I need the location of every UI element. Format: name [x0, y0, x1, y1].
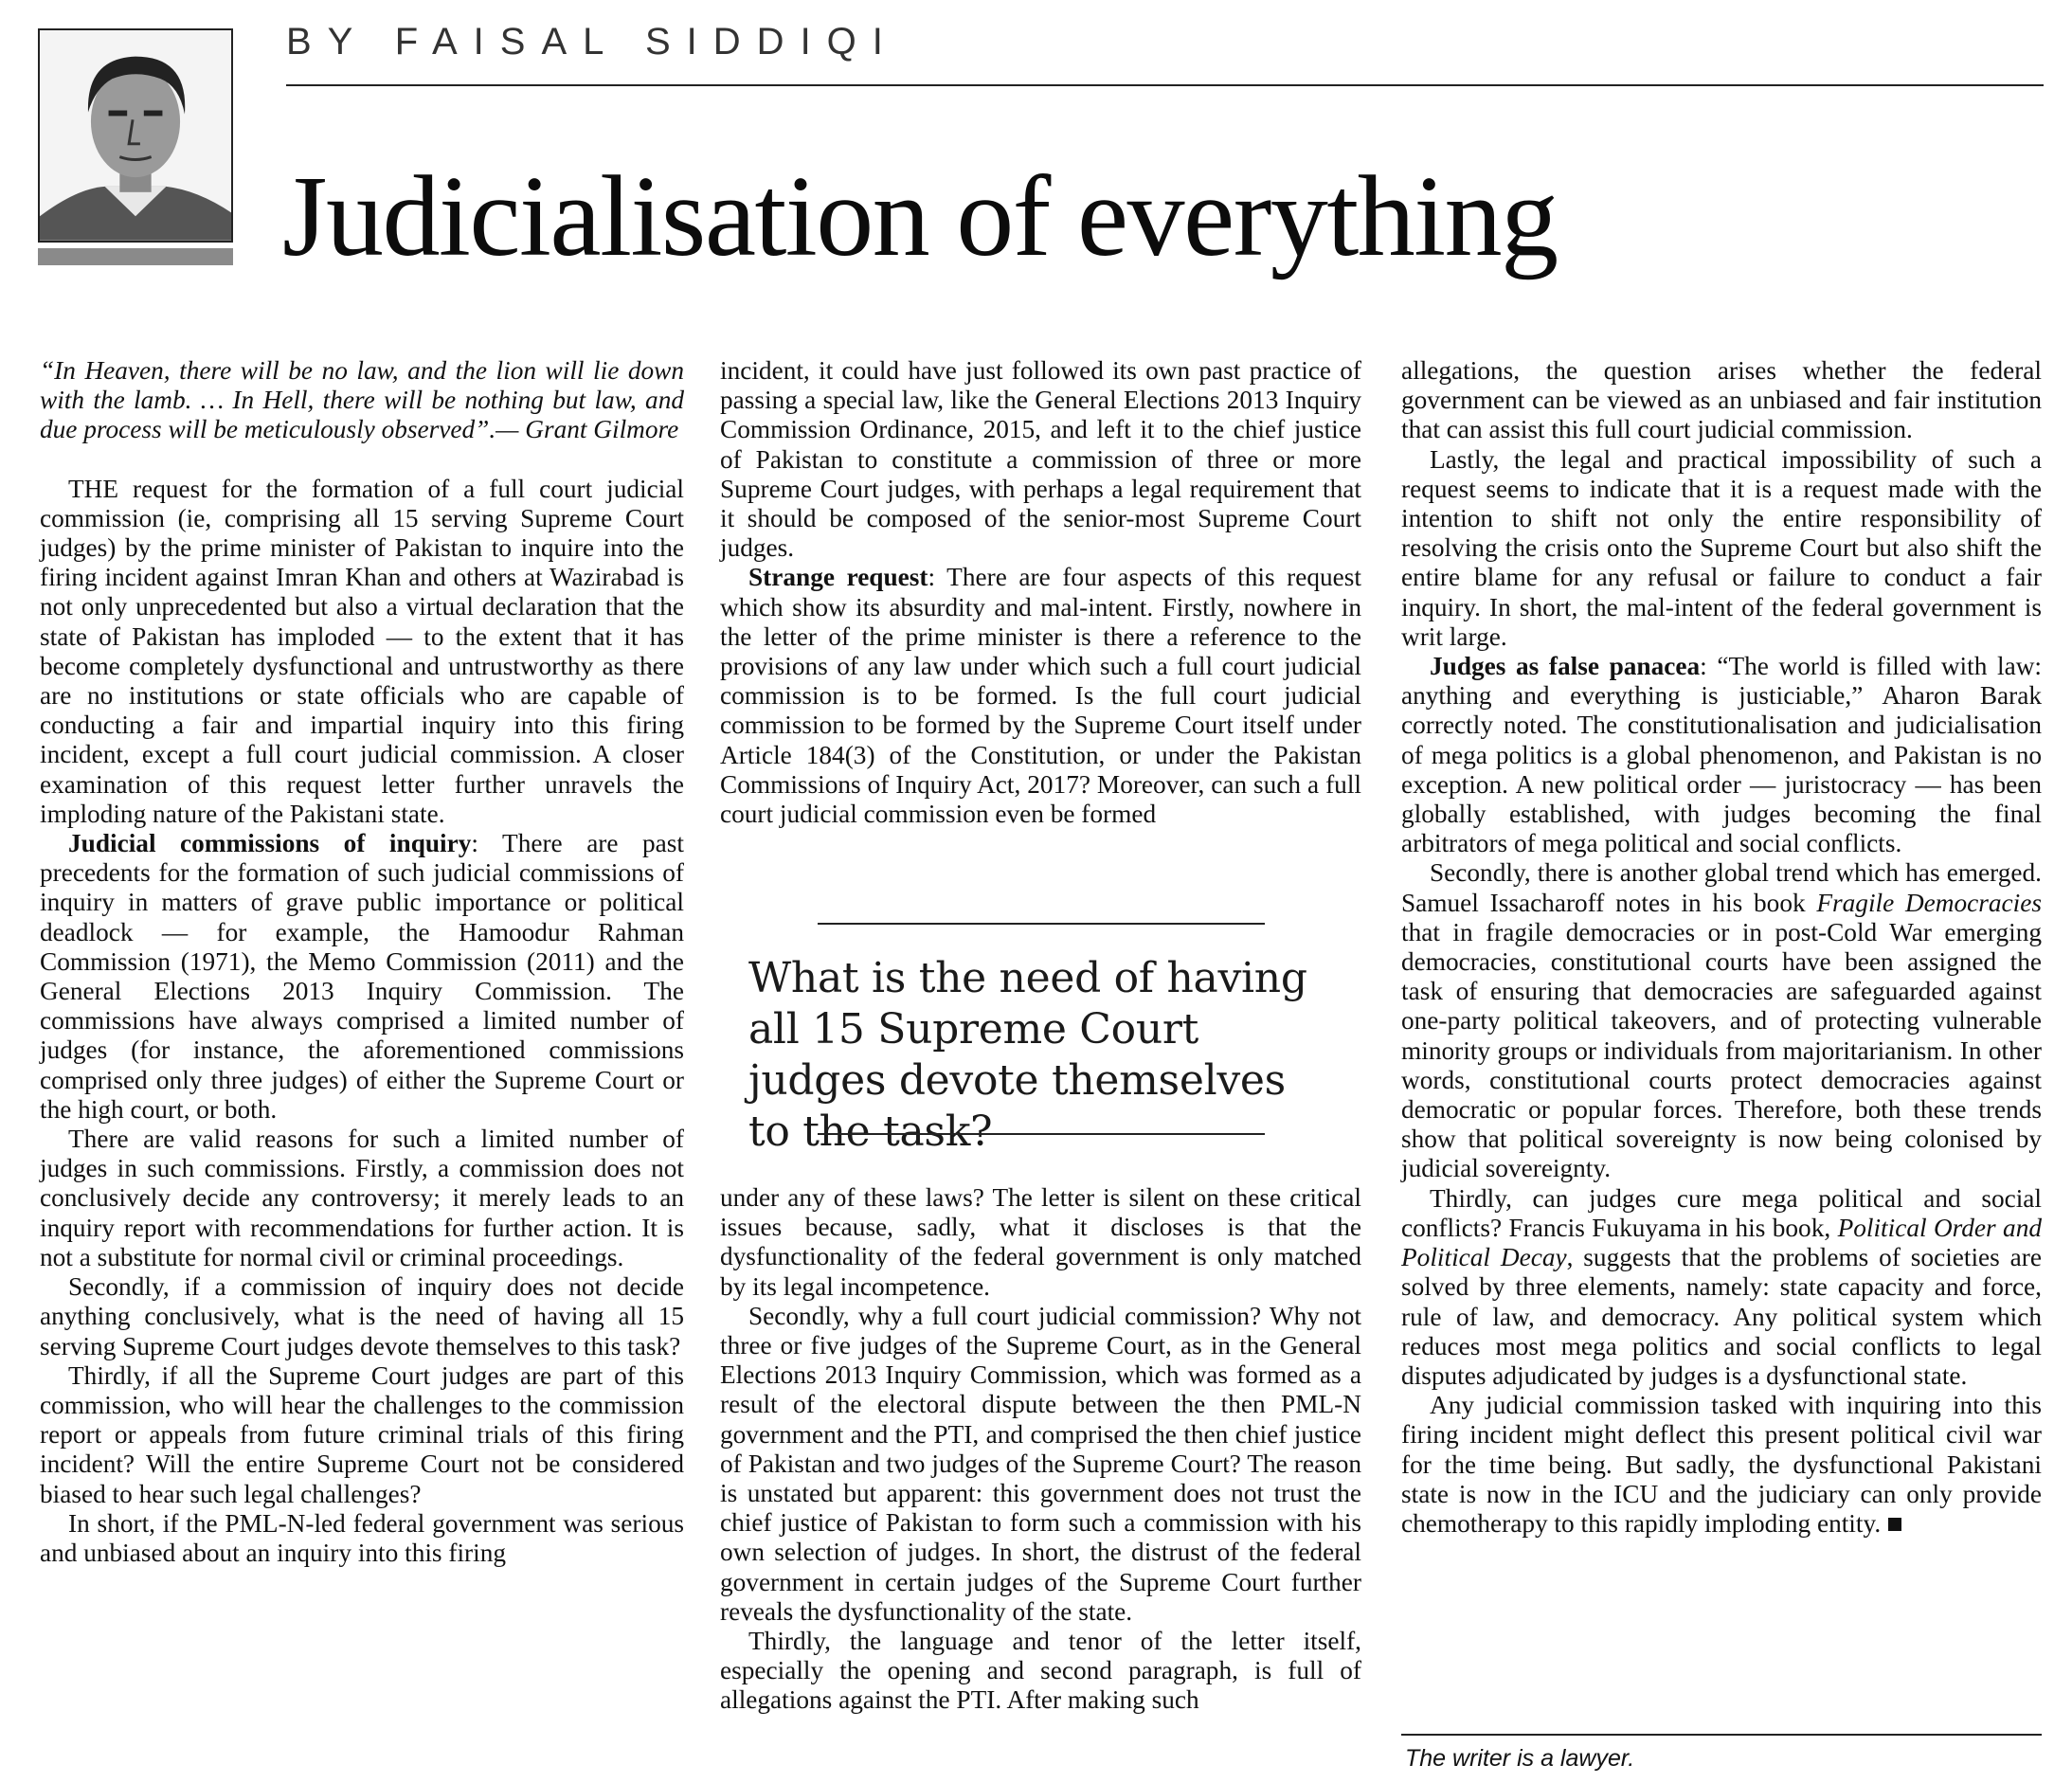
column-2-top	[720, 356, 1361, 829]
paragraph-text: : “The world is filled with law: anything and everything is justiciable,” Aharon Barak correctly noted. The constitutionalisation and judicialisation of mega politics is a global phenomenon, and Pakistan is no exception. A new political order — juristocracy — has been globally established, with judges becoming the final arbitrators of mega political and social conflicts.	[1401, 652, 2042, 858]
pull-quote: What is the need of having all 15 Supreme Court judges devote themselves to the task?	[748, 954, 1307, 1156]
pull-quote-rule-bottom	[818, 1133, 1265, 1135]
end-mark-icon	[1888, 1518, 1901, 1531]
subheading: Judicial commissions of inquiry	[68, 829, 472, 858]
paragraph-text: Thirdly, can judges cure mega political and social conflicts? Francis Fukuyama in his book,	[1401, 1183, 2042, 1242]
paragraph	[40, 829, 684, 1125]
column-1	[40, 356, 684, 1568]
paragraph	[1401, 1391, 2042, 1539]
pull-quote-rule-top	[818, 923, 1265, 925]
paragraph-text: Any judicial commission tasked with inquiring into this firing incident might deflect this present political civil war for the time being. But sadly, the dysfunctional Pakistani state is now in the ICU and the judiciary can only provide chemotherapy to this rapidly imploding entity.	[1401, 1391, 2042, 1538]
paragraph: In short, if the PML-N-led federal government was serious and unbiased about an inquiry into this firing	[40, 1508, 684, 1567]
paragraph: Thirdly, if all the Supreme Court judges are part of this commission, who will hear the challenges to the commission report or appeals from future criminal trials of this firing incident? Will the entire Supreme Court not be considered biased to hear such legal challenges?	[40, 1360, 684, 1508]
paragraph-text: : There are past precedents for the formation of such judicial commissions of inquiry in matters of grave public importance or political deadlock — for example, the Hamoodur Rahman Commission (1971), the Memo Commission (2011) and the General Elections 2013 Inquiry Commission. The commissions have always comprised a limited number of judges (for instance, the aforementioned commissions comprised only three judges) of either the Supreme Court or the high court, or both.	[40, 829, 685, 1124]
paragraph: There are valid reasons for such a limited number of judges in such commissions. Firstly, a commission does not conclusively decide any controversy; it merely leads to an inquiry report with recommendations for further action. It is not a substitute for normal civil or criminal proceedings.	[40, 1125, 684, 1271]
byline-rule	[286, 84, 2044, 86]
subheading: Strange request	[748, 563, 928, 592]
headline: Judicialisation of everything	[282, 153, 1558, 280]
paragraph: Thirdly, the language and tenor of the letter itself, especially the opening and second paragraph, is full of allegations against the PTI. After making such	[720, 1627, 1361, 1715]
book-title: Political Order and Political Decay	[1401, 1213, 2043, 1272]
book-title: Fragile Democracies	[1816, 888, 2042, 917]
column-3	[1401, 356, 2042, 1539]
subheading: Judges as false panacea	[1430, 652, 1701, 681]
paragraph	[1401, 858, 2042, 1183]
column-2-bottom	[720, 1183, 1361, 1716]
footer-rule	[1401, 1734, 2042, 1736]
paragraph	[1401, 652, 2042, 858]
paragraph-text: , suggests that the problems of societies are solved by three elements, namely: state capacity and force, rule of law, and democracy. Any political system which reduces most mega politics and social conflicts to legal disputes adjudicated by judges is a dysfunctional state.	[1401, 1243, 2042, 1390]
paragraph: under any of these laws? The letter is silent on these critical issues because, sadly, what it discloses is that the dysfunctionality of the federal government is only matched by its legal incompetence.	[720, 1183, 1361, 1301]
writer-note: The writer is a lawyer.	[1405, 1745, 1635, 1772]
author-portrait-icon	[40, 30, 231, 241]
epigraph: “In Heaven, there will be no law, and the lion will lie down with the lamb. … In Hell, there will be nothing but law, and due process will be meticulously observed”.— Grant Gilmore	[40, 356, 684, 444]
paragraph-text: : There are four aspects of this request which show its absurdity and mal-intent. Firstly, nowhere in the letter of the prime minister is there a reference to the provisions of any law under which such a full court judicial commission is to be formed. Is the full court judicial commission to be formed by the Supreme Court itself under Article 184(3) of the Constitution, or under the Pakistan Commissions of Inquiry Act, 2017? Moreover, can such a full court judicial commission even be formed	[720, 563, 1361, 829]
author-portrait	[38, 28, 233, 243]
paragraph-text: Secondly, there is another global trend which has emerged. Samuel Issacharoff notes in his book	[1401, 858, 2042, 917]
paragraph-text: that in fragile democracies or in post-Cold War emerging democracies, constitutional courts have been assigned the task of ensuring that democracies are safeguarded against one-party political takeovers, and of protecting vulnerable minority groups or individuals from majoritarianism. In other words, constitutional courts protect democracies against democratic or popular forces. Therefore, both these trends show that political sovereignty is now being colonised by judicial sovereignty.	[1401, 917, 2042, 1183]
byline: BY FAISAL SIDDIQI	[286, 21, 899, 63]
paragraph: Lastly, the legal and practical impossibility of such a request seems to indicate that it is a request made with the intention to shift not only the entire responsibility of resolving the crisis onto the Supreme Court but also shift the entire blame for any refusal or failure to conduct a fair inquiry. In short, the mal-intent of the federal government is writ large.	[1401, 444, 2042, 651]
paragraph: allegations, the question arises whether the federal government can be viewed as an unbiased and fair institution that can assist this full court judicial commission.	[1401, 356, 2042, 444]
paragraph	[720, 563, 1361, 829]
paragraph: Secondly, if a commission of inquiry does not decide anything conclusively, what is the need of having all 15 serving Supreme Court judges devote themselves to this task?	[40, 1272, 684, 1360]
paragraph: Secondly, why a full court judicial commission? Why not three or five judges of the Supreme Court, as in the General Elections 2013 Inquiry Commission, which was formed as a result of the electoral dispute between the then PML-N government and the PTI, and comprised the then chief justice of Pakistan and two judges of the Supreme Court? The reason is unstated but apparent: this government does not trust the chief justice of Pakistan to form such a commission with his own selection of judges. In short, the distrust of the federal government in certain judges of the Supreme Court further reveals the dysfunctionality of the state.	[720, 1301, 1361, 1626]
paragraph: incident, it could have just followed its own past practice of passing a special law, like the General Elections 2013 Inquiry Commission Ordinance, 2015, and left it to the chief justice of Pakistan to constitute a commission of three or more Supreme Court judges, with perhaps a legal requirement that it should be composed of the senior-most Supreme Court judges.	[720, 356, 1361, 563]
paragraph	[1401, 1184, 2042, 1391]
portrait-caption-bar	[38, 248, 233, 265]
paragraph: THE request for the formation of a full court judicial commission (ie, comprising all 15 serving Supreme Court judges) by the prime minister of Pakistan to inquire into the firing incident against Imran Khan and others at Wazirabad is not only unprecedented but also a virtual declaration that the state of Pakistan has imploded — to the extent that it has become completely dysfunctional and untrustworthy as there are no institutions or state officials who are capable of conducting a fair and impartial inquiry into this firing incident, except a full court judicial commission. A closer examination of this request letter further unravels the imploding nature of the Pakistani state.	[40, 474, 684, 828]
